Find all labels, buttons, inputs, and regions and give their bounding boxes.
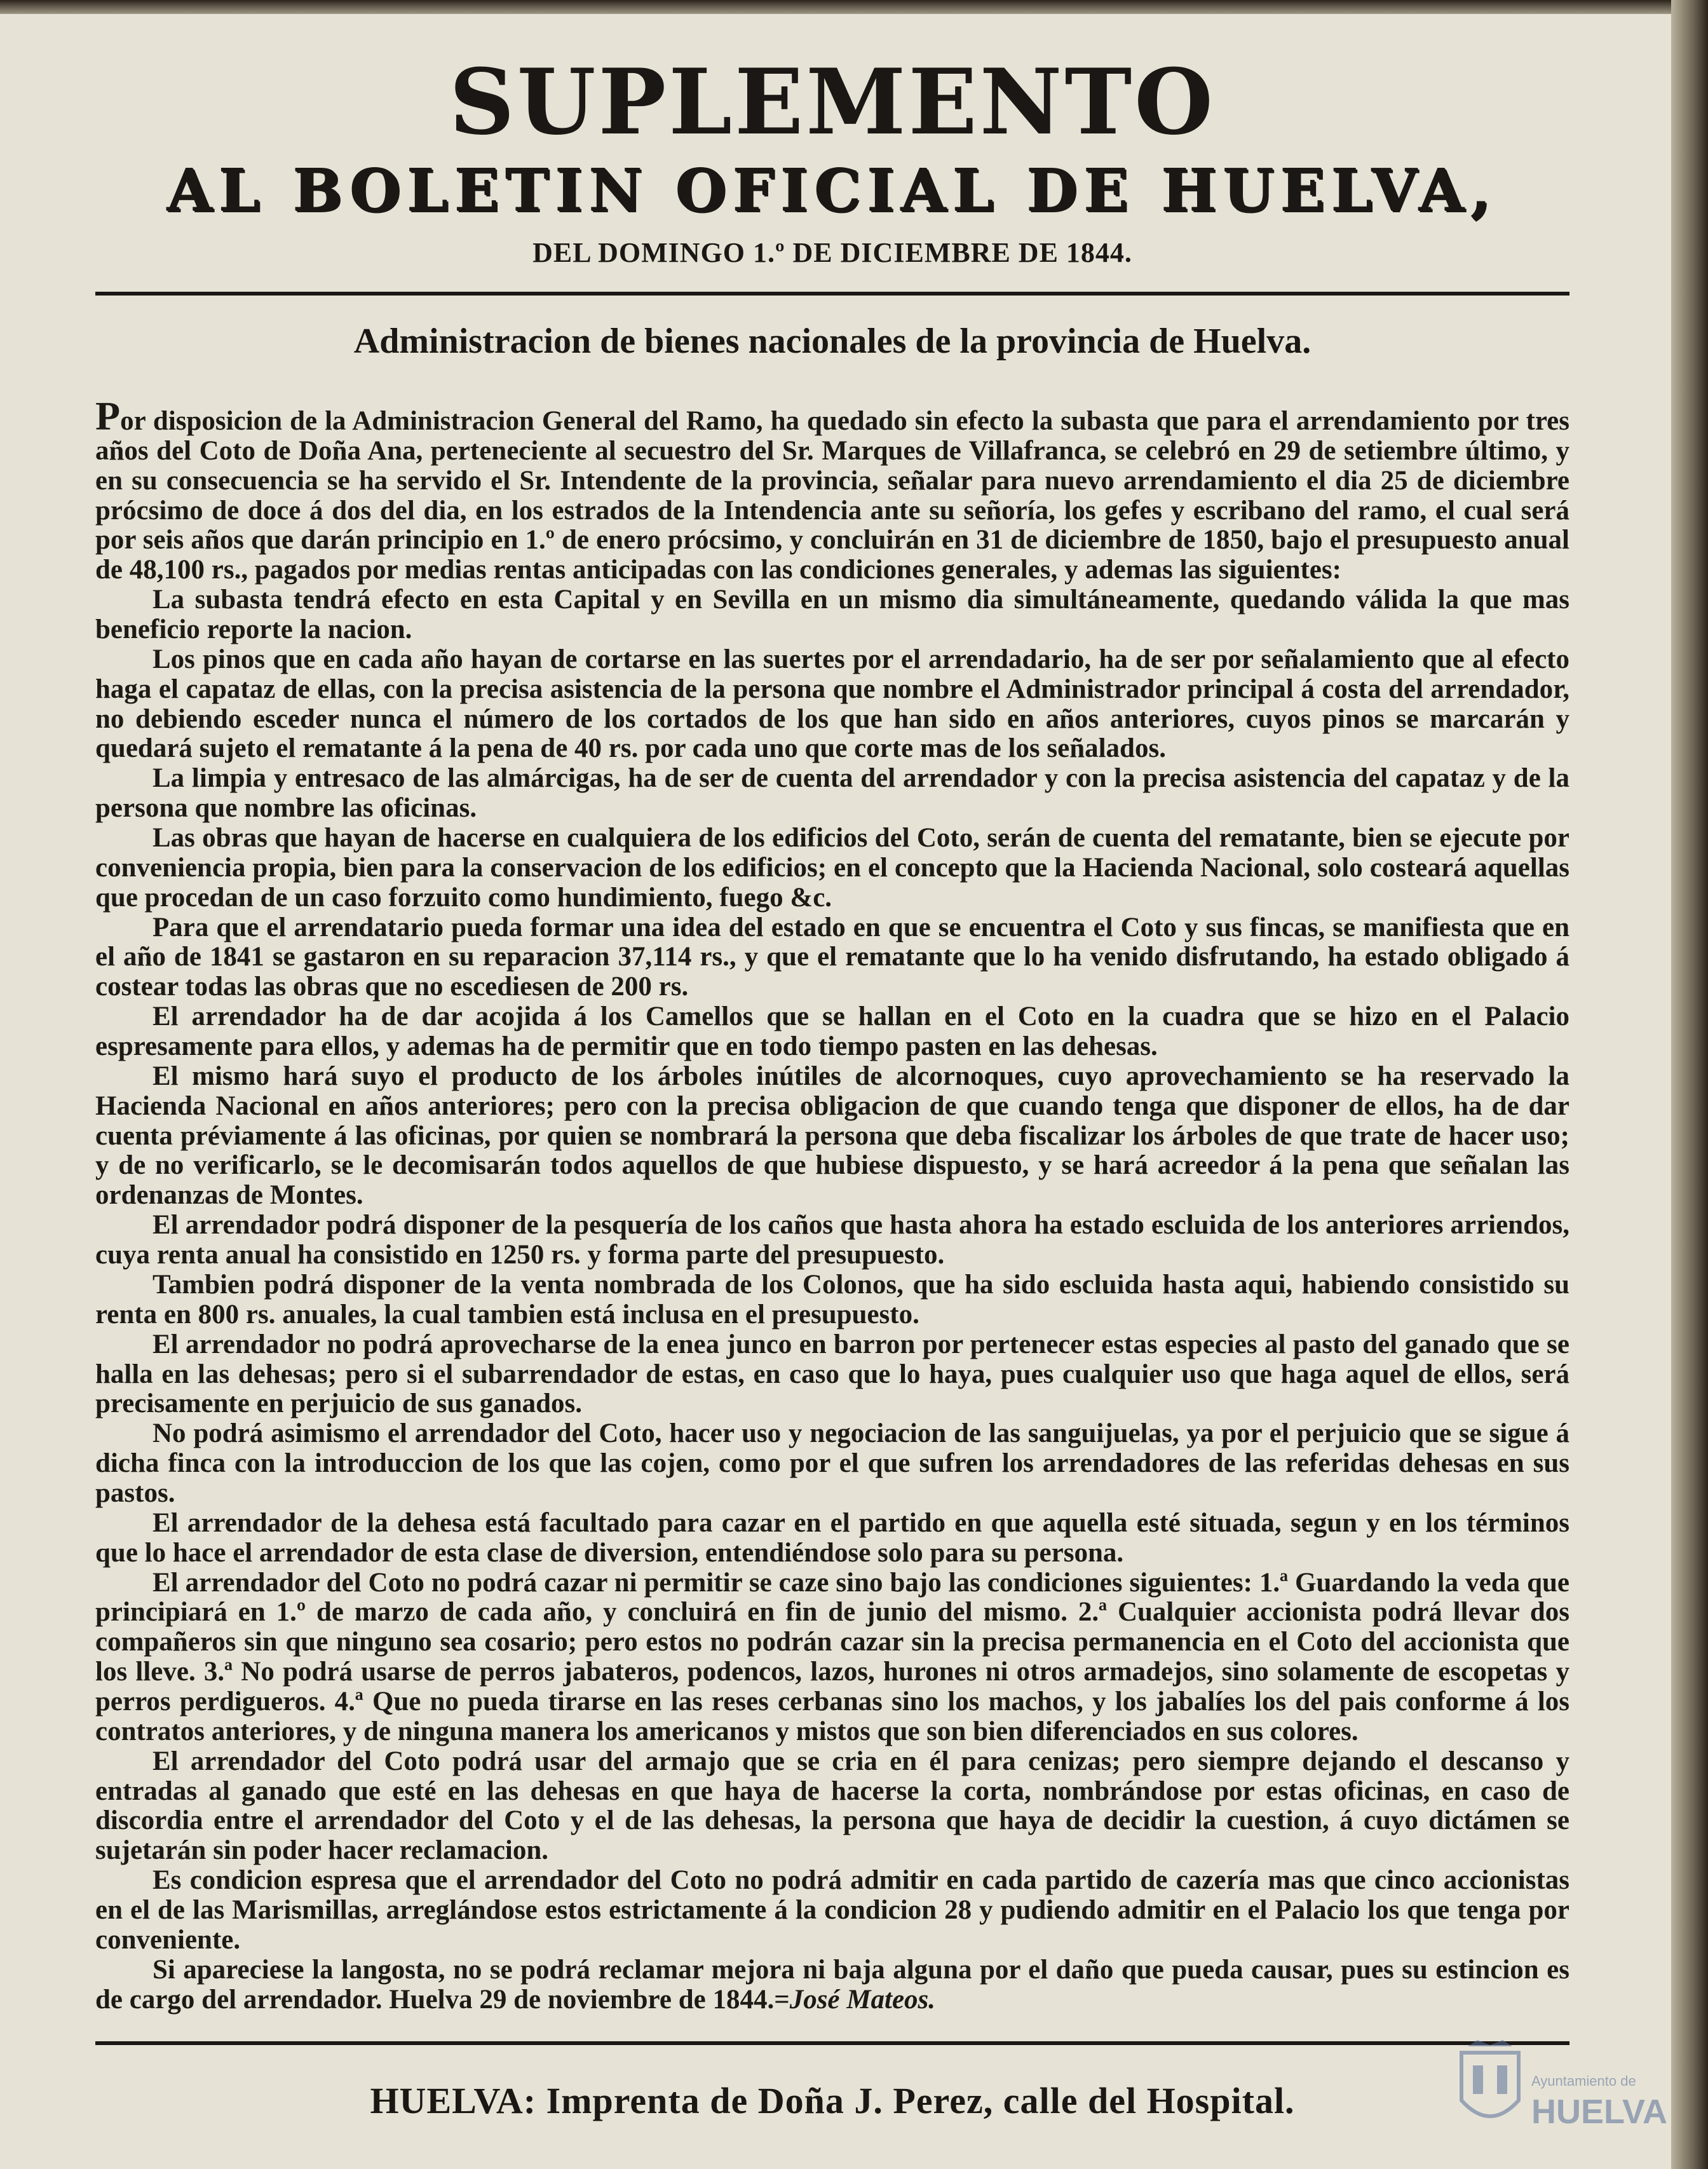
paragraph-14: El arrendador del Coto no podrá cazar ni permitir se caze sino bajo las condiciones siguientes: 1.ª Guardando la veda que principiará en 1.º de marzo de cada año, y concluirá en fin de junio del mismo. 2.ª Cualquier accionista podrá llevar dos compañeros sin que ninguno sea cosario; pero estos no podrán cazar sin la precisa permanencia en el Coto del accionista que los lleve. 3.ª No podrá usarse de perros jabateros, podencos, lazos, hurones ni otros armadejos, sino solamente de escopetas y perros perdigueros. 4.ª Que no pueda tirarse en las reses cerbanas sino los machos, y los jabalíes los del pais conforme á los contratos anteriores, y de ninguna manera los americanos y mistos que son bien diferenciados en sus colores. xyxy=(95,1567,1569,1746)
watermark-line-1: Ayuntamiento de xyxy=(1531,2073,1636,2089)
footer-rule xyxy=(95,2041,1569,2045)
paragraph-6: Para que el arrendatario pueda formar una idea del estado en que se encuentra el Coto y sus fincas, se manifiesta que en el año de 1841 se gastaron en su reparacion 37,114 rs., y que el rematante que lo ha venido disfrutando, ha estado obligado á costear todas las obras que no escediesen de 200 rs. xyxy=(95,912,1569,1002)
masthead-subtitle: AL BOLETIN OFICIAL DE HUELVA, xyxy=(167,156,1498,225)
signature: José Mateos. xyxy=(789,1984,936,2015)
paragraph-9: El arrendador podrá disponer de la pesquería de los caños que hasta ahora ha estado escluida de los anteriores arriendos, cuya renta anual ha consistido en 1250 rs. y forma parte del presupuesto. xyxy=(95,1210,1569,1270)
paragraph-15: El arrendador del Coto podrá usar del armajo que se cria en él para cenizas; pero siempre dejando el descanso y entradas al ganado que esté en las dehesas en que haya de hacerse la corta, nombrándose por estas oficinas, en caso de discordia entre el arrendador del Coto y el de las dehesas, la persona que haya de decidir la cuestion, á cuyo dictámen se sujetarán sin poder hacer reclamacion. xyxy=(95,1746,1569,1866)
city-crest-icon xyxy=(1455,2040,1525,2135)
page-right-edge xyxy=(1671,0,1708,2169)
paragraph-2: La subasta tendrá efecto en esta Capital y en Sevilla en un mismo dia simultáneamente, quedando válida la que mas beneficio reporte la nacion. xyxy=(95,585,1569,645)
paragraph-16: Es condicion espresa que el arrendador del Coto no podrá admitir en cada partido de cazería mas que cinco accionistas en el de las Marismillas, arreglándose estos estrictamente á la condicion 28 y pudiendo admitir en el Palacio los que tenga por conveniente. xyxy=(95,1865,1569,1955)
paragraph-17-text: Si apareciese la langosta, no se podrá reclamar mejora ni baja alguna por el daño que pueda causar, pues su estincion es de cargo del arrendador. Huelva 29 de noviembre de 1844.= xyxy=(95,1954,1569,2015)
watermark-line-2: HUELVA xyxy=(1531,2093,1667,2131)
issue-date: DEL DOMINGO 1.º DE DICIEMBRE DE 1844. xyxy=(532,237,1132,268)
document-content xyxy=(95,38,1569,2122)
paragraph-1-text: or disposicion de la Administracion General del Ramo, ha quedado sin efecto la subasta que para el arrendamiento por tres años del Coto de Doña Ana, perteneciente al secuestro del Sr. Marques de Villafranca, se celebró en 29 de setiembre último, y en su consecuencia se ha servido el Sr. Intendente de la provincia, señalar para nuevo arrendamiento el dia 25 de diciembre prócsimo de doce á dos del dia, en los estrados de la Intendencia ante su señoría, los gefes y escribano del ramo, el cual será por seis años que darán principio en 1.º de enero prócsimo, y concluirán en 31 de diciembre de 1850, bajo el presupuesto anual de 48,100 rs., pagados por medias rentas anticipadas con las condiciones generales, y ademas las siguientes: xyxy=(95,406,1569,585)
paragraph-1 xyxy=(95,393,1569,585)
paragraph-5: Las obras que hayan de hacerse en cualquiera de los edificios del Coto, serán de cuenta del rematante, bien se ejecute por conveniencia propia, bien para la conservacion de los edificios; en el concepto que la Hacienda Nacional, solo costeará aquellas que procedan de un caso forzuito como hundimiento, fuego &c. xyxy=(95,823,1569,913)
paragraph-12: No podrá asimismo el arrendador del Coto, hacer uso y negociacion de las sanguijuelas, ya por el perjuicio que se sigue á dicha finca con la introduccion de los que las cojen, como por el que sufren los arrendadores de las referidas dehesas en sus pastos. xyxy=(95,1418,1569,1508)
archive-watermark xyxy=(1442,2034,1671,2142)
header-rule xyxy=(95,292,1569,296)
paragraph-17 xyxy=(95,1955,1569,2015)
paragraph-8: El mismo hará suyo el producto de los árboles inútiles de alcornoques, cuyo aprovechamiento se ha reservado la Hacienda Nacional en años anteriores; pero con la precisa obligacion de que cuando tenga que disponer de ellos, ha de dar cuenta préviamente á las oficinas, por quien se nombrará la persona que deba fiscalizar los árboles de que trate de hacer uso; y de no verificarlo, se le decomisarán todos aquellos de que hubiese dispuesto, y se hará acreedor á la pena que señalan las ordenanzas de Montes. xyxy=(95,1061,1569,1211)
notice-body xyxy=(95,393,1569,2015)
paragraph-4: La limpia y entresaco de las almárcigas, ha de ser de cuenta del arrendador y con la precisa asistencia del capataz y de la persona que nombre las oficinas. xyxy=(95,763,1569,824)
drop-cap: P xyxy=(95,393,121,439)
paragraph-13: El arrendador de la dehesa está facultado para cazar en el partido en que aquella esté situada, segun y en los términos que lo hace el arrendador de esta clase de diversion, entendiéndose solo para su persona. xyxy=(95,1507,1569,1568)
section-heading: Administracion de bienes nacionales de la provincia de Huelva. xyxy=(353,322,1312,361)
paragraph-3: Los pinos que en cada año hayan de cortarse en las suertes por el arrendadario, ha de ser por señalamiento que al efecto haga el capataz de ellas, con la precisa asistencia de la persona que nombre el Administrador principal á costa del arrendador, no debiendo esceder nunca el número de los cortados de los que han sido en años anteriores, cuyos pinos se marcarán y quedará sujeto el rematante á la pena de 40 rs. por cada uno que corte mas de los señalados. xyxy=(95,644,1569,764)
masthead-title: SUPLEMENTO xyxy=(449,50,1216,155)
paragraph-10: Tambien podrá disponer de la venta nombrada de los Colonos, que ha sido escluida hasta aqui, habiendo consistido su renta en 800 rs. anuales, la cual tambien está inclusa en el presupuesto. xyxy=(95,1269,1569,1329)
printer-imprint: HUELVA: Imprenta de Doña J. Perez, calle del Hospital. xyxy=(370,2080,1295,2122)
paragraph-7: El arrendador ha de dar acojida á los Camellos que se hallan en el Coto en la cuadra que se hizo en el Palacio espresamente para ellos, y ademas ha de permitir que en todo tiempo pasten en las dehesas. xyxy=(95,1002,1569,1062)
page-top-edge xyxy=(0,0,1708,14)
paragraph-11: El arrendador no podrá aprovecharse de la enea junco en barron por pertenecer estas especies al pasto del ganado que se halla en las dehesas; pero si el subarrendador de estas, en caso que lo haya, pues cualquier uso que haga aquel de ellos, será precisamente en perjuicio de sus ganados. xyxy=(95,1329,1569,1419)
